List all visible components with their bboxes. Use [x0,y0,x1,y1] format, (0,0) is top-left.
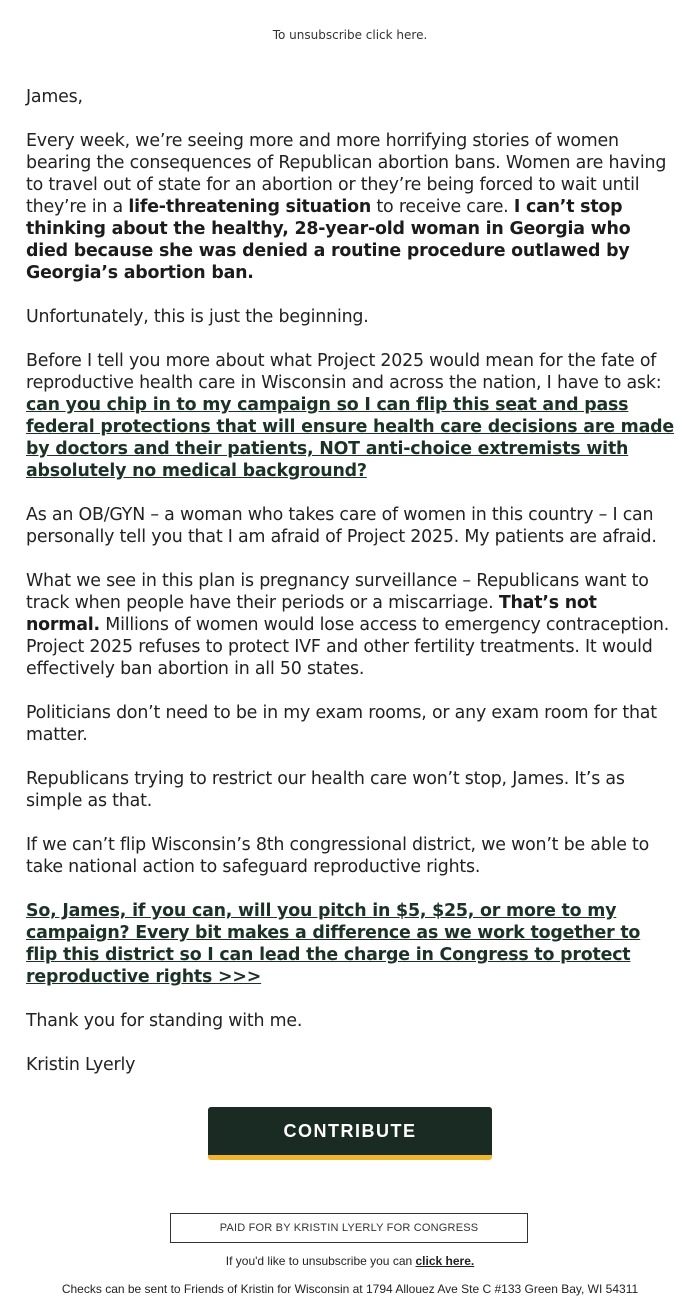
paid-for-disclaimer: PAID FOR BY KRISTIN LYERLY FOR CONGRESS [170,1213,528,1243]
paragraph-8: If we can’t flip Wisconsin’s 8th congressional district, we won’t be able to take national action to safeguard reproductive rights. [26,835,650,877]
paragraph-9 [26,900,674,988]
contribute-button[interactable]: CONTRIBUTE [208,1107,492,1160]
mailing-address: Checks can be sent to Friends of Kristin for Wisconsin at 1794 Allouez Ave Ste C #133 Green Bay, WI 54311 [61,1282,639,1296]
paragraph-3 [26,350,674,482]
p1-bold-life-threatening: life-threatening situation [128,197,372,217]
paragraph-5 [26,570,674,680]
paragraph-10: Thank you for standing with me. [26,1011,303,1031]
footer-unsubscribe-link[interactable]: click here. [415,1254,475,1268]
paragraph-7: Republicans trying to restrict our health care won’t stop, James. It’s as simple as that. [26,769,625,811]
paragraph-1 [26,130,674,284]
p5-bold-not-normal: That’s not normal. [26,593,597,635]
paragraph-6: Politicians don’t need to be in my exam rooms, or any exam room for that matter. [26,703,657,745]
p1-text-a: Every week, we’re seeing more and more horrifying stories of women bearing the consequences of Republican abortion bans. Women are having to travel out of state for an abortion or they’re being forced to wait until they’re in a [26,131,667,217]
top-unsubscribe-link[interactable]: To unsubscribe click here. [272,28,428,42]
email-body [26,86,674,1098]
p3-text: Before I tell you more about what Project 2025 would mean for the fate of reproductive health care in Wisconsin and across the nation, I have to ask: [26,351,662,393]
signature: Kristin Lyerly [26,1055,136,1075]
p1-bold-georgia-story: I can’t stop thinking about the healthy, 28-year-old woman in Georgia who died because she was denied a routine procedure outlawed by Georgia’s abortion ban. [26,197,631,283]
footer-unsubscribe-text: If you'd like to unsubscribe you can [225,1254,416,1268]
chip-in-link[interactable]: can you chip in to my campaign so I can flip this seat and pass federal protections that will ensure health care decisions are made by doctors and their patients, NOT anti-choice extremists with absolutely no medical background? [26,395,674,481]
paragraph-4: As an OB/GYN – a woman who takes care of women in this country – I can personally tell you that I am afraid of Project 2025. My patients are afraid. [26,505,657,547]
footer-unsubscribe [0,1254,700,1268]
greeting: James, [26,87,83,107]
p5-text-a: What we see in this plan is pregnancy surveillance – Republicans want to track when people have their periods or a miscarriage. [26,571,649,613]
p5-text-c: Millions of women would lose access to emergency contraception. Project 2025 refuses to protect IVF and other fertility treatments. It would effectively ban abortion in all 50 states. [26,615,670,679]
p1-text-c: to receive care. [371,197,514,217]
pitch-in-link[interactable]: So, James, if you can, will you pitch in $5, $25, or more to my campaign? Every bit makes a difference as we work together to flip this district so I can lead the charge in Congress to protect reproductive rights >>> [26,901,641,987]
cta-wrapper [0,1107,700,1160]
paragraph-2: Unfortunately, this is just the beginning. [26,307,369,327]
